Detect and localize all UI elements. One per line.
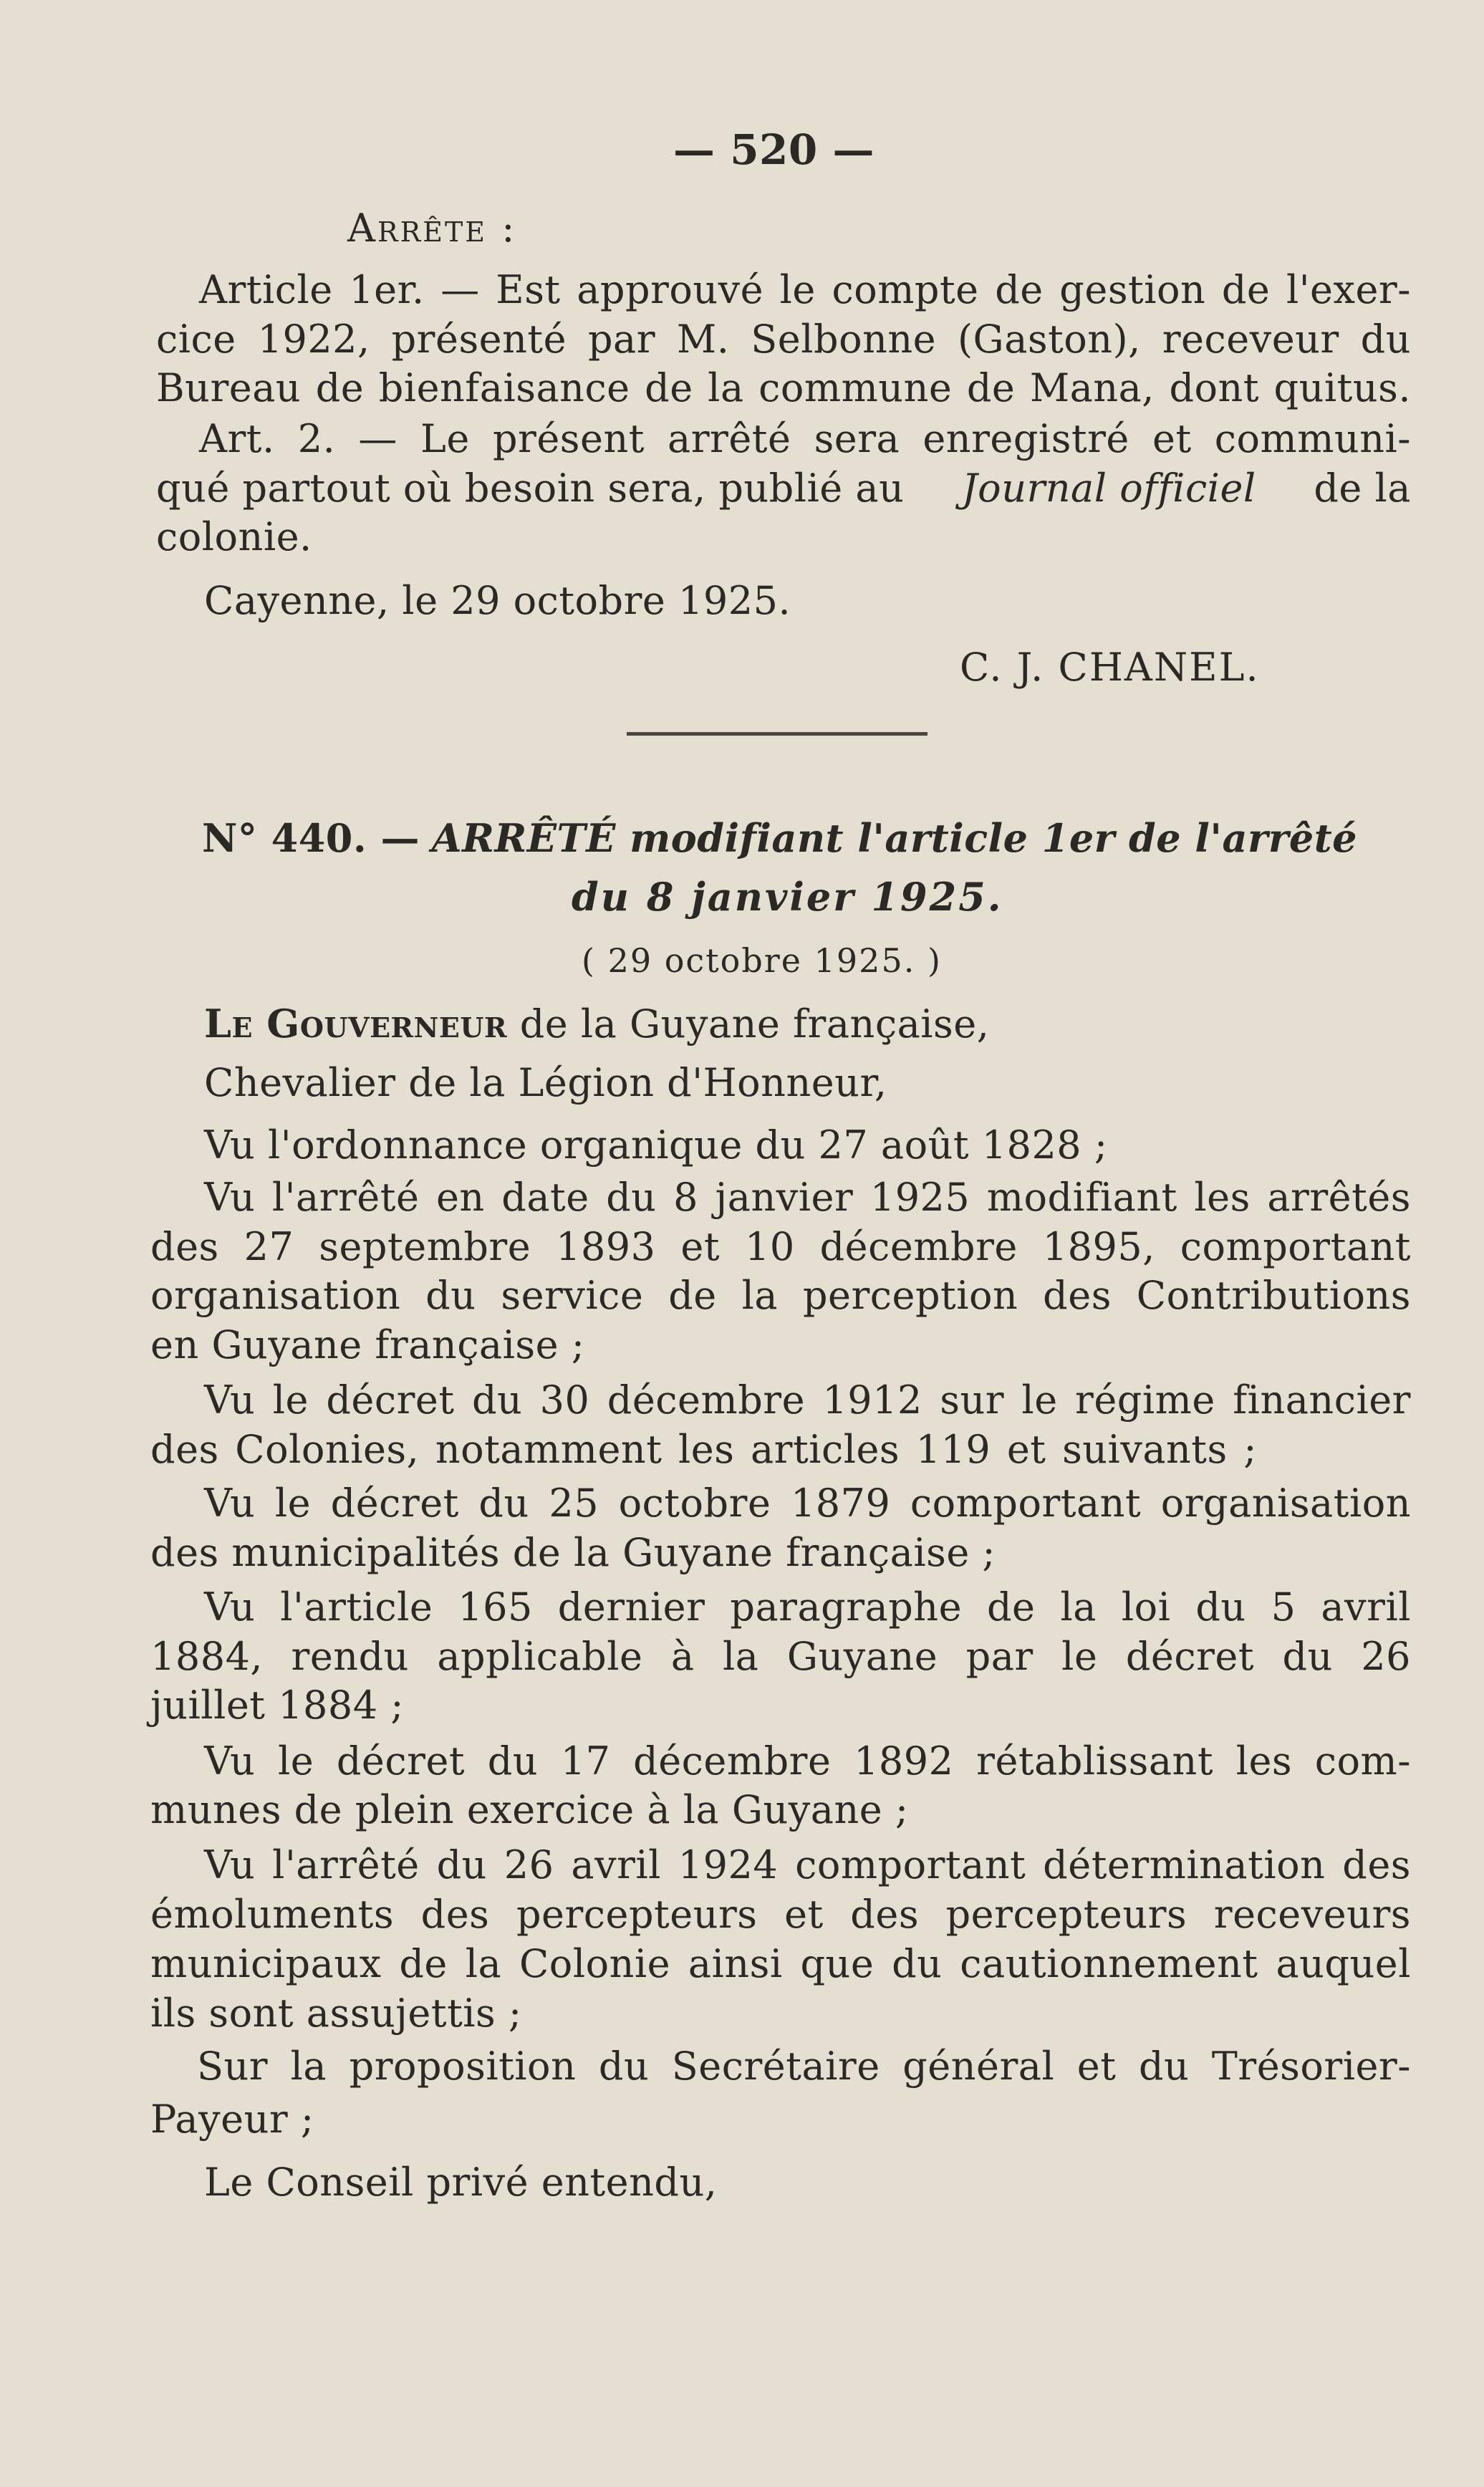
vu-line-1: Vu l'ordonnance organique du 27 août 1828 ; <box>204 1122 1108 1168</box>
vu-line-4: organisation du service de la perception des Contributions <box>150 1273 1411 1318</box>
decree-title-line-1 <box>202 815 1357 861</box>
decree-title-text: ARRÊTÉ modifiant l'article 1er de l'arrêté <box>431 815 1357 861</box>
article-2-line-1: Art. 2. — Le présent arrêté sera enregistré et communi- <box>199 416 1411 461</box>
article-2-line-2-end: de la <box>1314 466 1411 511</box>
decree-title-line-2: du 8 janvier 1925. <box>572 874 1003 920</box>
decree-number: N° 440. — <box>202 815 420 861</box>
governor-line <box>204 1001 990 1047</box>
article-1-line-3: Bureau de bienfaisance de la commune de Mana, dont quitus. <box>156 365 1411 410</box>
vu-line-2: Vu l'arrêté en date du 8 janvier 1925 modifiant les arrêtés <box>204 1175 1411 1220</box>
vu-line-12: juillet 1884 ; <box>150 1683 404 1728</box>
vu-line-11: 1884, rendu applicable à la Guyane par le décret du 26 <box>150 1634 1411 1679</box>
vu-line-18: ils sont assujettis ; <box>150 1991 522 2036</box>
article-2-line-2-text: qué partout où besoin sera, publié au <box>156 466 905 511</box>
article-2-line-2 <box>156 466 1411 511</box>
page-number: — 520 — <box>673 125 874 174</box>
vu-line-15: Vu l'arrêté du 26 avril 1924 comportant détermination des <box>204 1842 1411 1887</box>
vu-line-3: des 27 septembre 1893 et 10 décembre 1895, comportant <box>150 1224 1411 1269</box>
article-1-line-2: cice 1922, présenté par M. Selbonne (Gaston), receveur du <box>156 317 1411 362</box>
vu-line-9: des municipalités de la Guyane française ; <box>150 1530 996 1575</box>
vu-line-7: des Colonies, notamment les articles 119 et suivants ; <box>150 1427 1257 1472</box>
date-line: Cayenne, le 29 octobre 1925. <box>204 578 791 623</box>
vu-line-13: Vu le décret du 17 décembre 1892 rétablissant les com- <box>204 1738 1411 1784</box>
vu-line-17: municipaux de la Colonie ainsi que du cautionnement auquel <box>150 1941 1411 1986</box>
chevalier-line: Chevalier de la Légion d'Honneur, <box>204 1060 887 1105</box>
signature: C. J. CHANEL. <box>960 645 1260 690</box>
vu-line-16: émoluments des percepteurs et des percepteurs receveurs <box>150 1892 1411 1937</box>
section-divider <box>627 732 928 736</box>
arrete-heading: Arrête : <box>347 206 517 251</box>
decree-date: ( 29 octobre 1925. ) <box>582 941 942 980</box>
governor-territory: de la Guyane française, <box>519 1001 990 1047</box>
vu-line-14: munes de plein exercice à la Guyane ; <box>150 1787 909 1832</box>
vu-line-10: Vu l'article 165 dernier paragraphe de la loi du 5 avril <box>204 1584 1411 1630</box>
article-1-line-1: Article 1er. — Est approuvé le compte de gestion de l'exer- <box>199 267 1411 312</box>
proposition-line-1: Sur la proposition du Secrétaire général et du Trésorier- <box>197 2044 1411 2089</box>
governor-title: Le Gouverneur <box>204 1001 508 1047</box>
proposition-line-2: Payeur ; <box>150 2097 314 2142</box>
conseil-line: Le Conseil privé entendu, <box>204 2160 718 2205</box>
article-2-line-3: colonie. <box>156 514 312 559</box>
vu-line-6: Vu le décret du 30 décembre 1912 sur le régime financier <box>204 1377 1411 1423</box>
vu-line-5: en Guyane française ; <box>150 1322 585 1367</box>
vu-line-8: Vu le décret du 25 octobre 1879 comportant organisation <box>204 1481 1411 1526</box>
journal-officiel-title: Journal officiel <box>962 466 1256 511</box>
